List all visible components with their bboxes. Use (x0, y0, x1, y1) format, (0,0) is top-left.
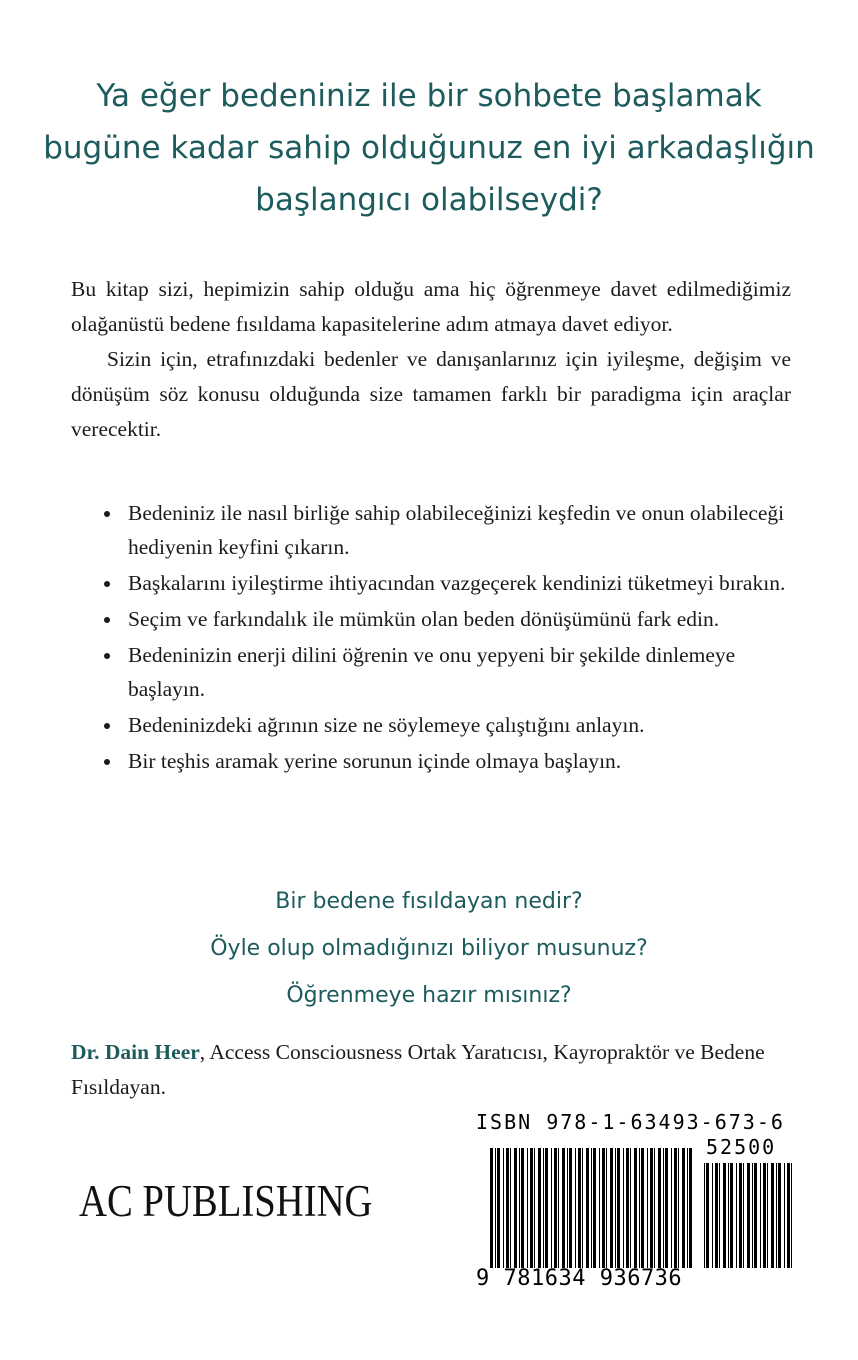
barcode-bar (543, 1148, 544, 1268)
barcode-bar (586, 1148, 589, 1268)
barcode-bar (776, 1163, 777, 1268)
barcode-bar (747, 1163, 750, 1268)
barcode-bar (490, 1148, 493, 1268)
barcode-bar (736, 1163, 737, 1268)
barcode-bar (615, 1148, 616, 1268)
questions (40, 878, 818, 1019)
isbn-text: ISBN 978-1-63493-673-6 (476, 1110, 785, 1134)
headline (40, 70, 818, 226)
barcode-bar (534, 1148, 535, 1268)
question-2: Öyle olup olmadığınızı biliyor musunuz? (210, 936, 648, 961)
barcode-bar (712, 1163, 713, 1268)
body-paragraph-2: Sizin için, etrafınızdaki bedenler ve danışanlarınız için iyileşme, değişim ve dönüşüm söz konusu olduğunda size tamamen farklı bir paradigma için araçlar verecektir. (71, 347, 791, 441)
barcode-bar (754, 1163, 757, 1268)
headline-line-3: başlangıcı olabilseydi? (255, 182, 603, 218)
bullet-list (104, 496, 804, 780)
barcode-bar (719, 1163, 720, 1268)
list-item: Bir teşhis aramak yerine sorunun içinde olmaya başlayın. (104, 744, 804, 778)
barcode-bar (569, 1148, 572, 1268)
barcode-bar (514, 1148, 517, 1268)
author-credit (71, 1035, 791, 1105)
barcode-bar (606, 1148, 607, 1268)
barcode-bar (530, 1148, 533, 1268)
publisher-logo: AC PUBLISHING (79, 1176, 373, 1226)
barcode-bar (551, 1148, 552, 1268)
barcode-bar (743, 1163, 744, 1268)
barcode-bar (674, 1148, 677, 1268)
barcode-bar (575, 1148, 576, 1268)
barcode-bar (739, 1163, 742, 1268)
barcode-bar (602, 1148, 605, 1268)
body-paragraph-1: Bu kitap sizi, hepimizin sahip olduğu ama hiç öğrenmeye davet edilmediğimiz olağanüstü bedene fısıldama kapasitelerine adım atmaya davet ediyor. (71, 277, 791, 336)
barcode-bar (639, 1148, 640, 1268)
barcode-bar (495, 1148, 496, 1268)
author-description: , Access Consciousness Ortak Yaratıcısı, Kayropraktör ve Bedene Fısıldayan. (71, 1040, 765, 1099)
barcode-bar (687, 1148, 688, 1268)
barcode-bar (506, 1148, 509, 1268)
barcode-bar (787, 1163, 790, 1268)
barcode-bar (706, 1163, 709, 1268)
barcode-bar (730, 1163, 733, 1268)
list-item: Bedeninizin enerji dilini öğrenin ve onu yepyeni bir şekilde dinlemeye başlayın. (104, 638, 804, 706)
barcode-bar (723, 1163, 726, 1268)
barcode-bar (521, 1148, 524, 1268)
barcode-bar (641, 1148, 644, 1268)
barcode-bar (763, 1163, 766, 1268)
barcode-bar (634, 1148, 637, 1268)
list-item: Seçim ve farkındalık ile mümkün olan beden dönüşümünü fark edin. (104, 602, 804, 636)
barcode-bar (689, 1148, 692, 1268)
list-item: Bedeniniz ile nasıl birliğe sahip olabileceğinizi keşfedin ve onun olabileceği hediyenin keyfini çıkarın. (104, 496, 804, 564)
question-1: Bir bedene fısıldayan nedir? (275, 889, 583, 914)
barcode-bar (778, 1163, 781, 1268)
barcode-bar (623, 1148, 624, 1268)
barcode-bar (784, 1163, 785, 1268)
barcode-bar (771, 1163, 774, 1268)
question-3: Öğrenmeye hazır mısınız? (286, 983, 572, 1008)
barcode-bar (558, 1148, 559, 1268)
barcode-bar (497, 1148, 500, 1268)
barcode-bar (527, 1148, 528, 1268)
barcode-bar (704, 1163, 705, 1268)
barcode-bar (791, 1163, 792, 1268)
barcode-bar (752, 1163, 753, 1268)
barcode-bar (760, 1163, 761, 1268)
barcode-bar (647, 1148, 648, 1268)
barcode-bar (626, 1148, 629, 1268)
barcode-bar (728, 1163, 729, 1268)
barcode-bar (545, 1148, 548, 1268)
ean-digits: 9 781634 936736 (476, 1266, 683, 1291)
barcode-bar (519, 1148, 520, 1268)
barcode-bar (582, 1148, 583, 1268)
author-name: Dr. Dain Heer (71, 1040, 200, 1064)
barcode-bar (503, 1148, 504, 1268)
barcode-bar (665, 1148, 668, 1268)
barcode-bar (567, 1148, 568, 1268)
headline-line-1: Ya eğer bedeniniz ile bir sohbete başlamak (96, 78, 762, 114)
list-item: Başkalarını iyileştirme ihtiyacından vazgeçerek kendinizi tüketmeyi bırakın. (104, 566, 804, 600)
barcode-bar (599, 1148, 600, 1268)
barcode-bar (682, 1148, 685, 1268)
barcode-bar (658, 1148, 661, 1268)
barcode-bar (554, 1148, 557, 1268)
body-text (71, 272, 791, 447)
barcode-bar (510, 1148, 511, 1268)
list-item: Bedeninizdeki ağrının size ne söylemeye çalıştığını anlayın. (104, 708, 804, 742)
barcode-bar (715, 1163, 718, 1268)
barcode-bar (593, 1148, 596, 1268)
barcode-bar (663, 1148, 664, 1268)
barcode-bar (767, 1163, 768, 1268)
price-code: 52500 (706, 1135, 777, 1159)
barcode-bar (630, 1148, 631, 1268)
barcode-bar (538, 1148, 541, 1268)
headline-line-2: bugüne kadar sahip olduğunuz en iyi arkadaşlığın (43, 130, 815, 166)
barcode-bar (654, 1148, 655, 1268)
barcode-bar (671, 1148, 672, 1268)
barcode-bar (591, 1148, 592, 1268)
barcode-bar (678, 1148, 679, 1268)
barcode-bar (578, 1148, 581, 1268)
barcode-bar (650, 1148, 653, 1268)
barcode-bar (610, 1148, 613, 1268)
barcode-bar (617, 1148, 620, 1268)
barcode-bar (562, 1148, 565, 1268)
